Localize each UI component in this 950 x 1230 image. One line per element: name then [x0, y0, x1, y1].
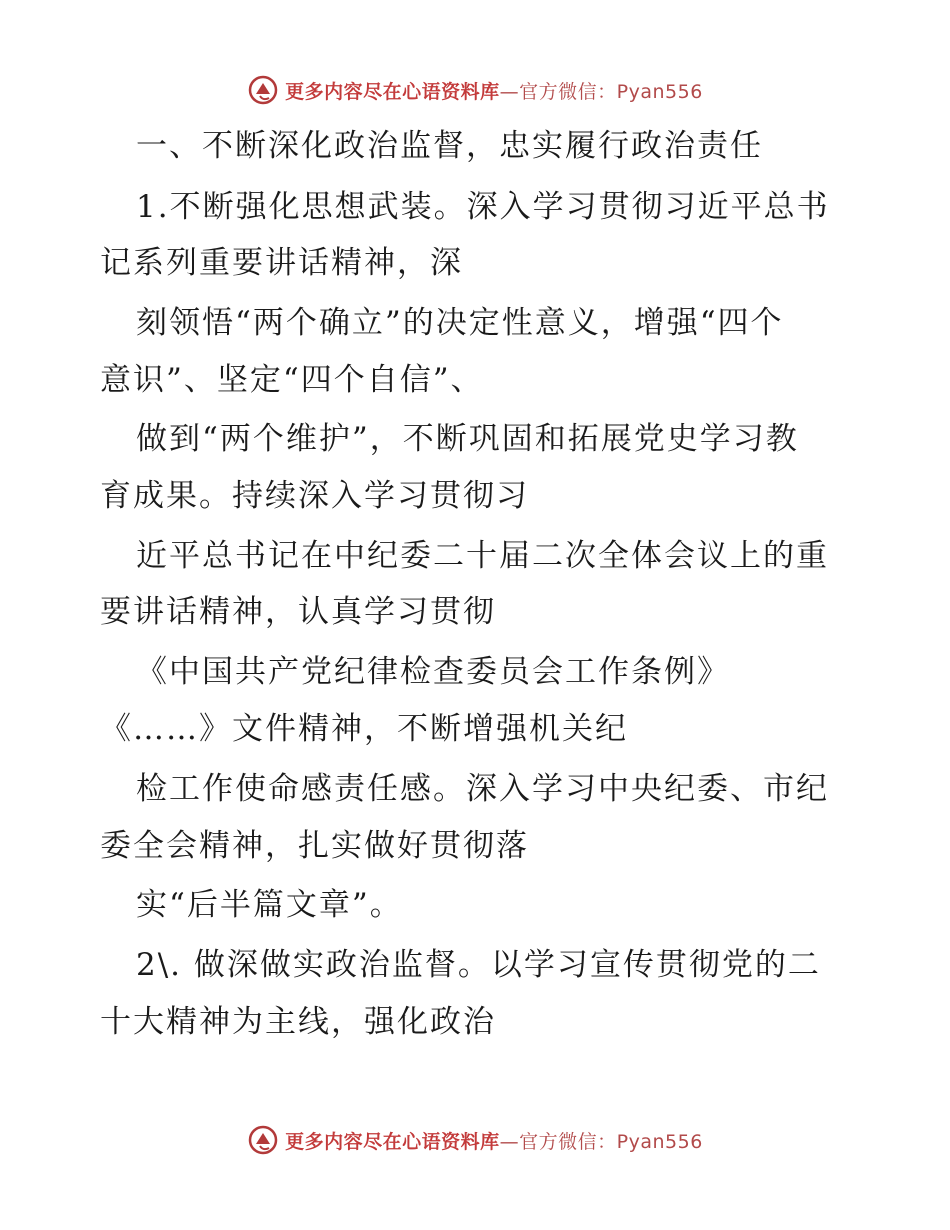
- footer-banner: [0, 1120, 950, 1160]
- footer-banner-rest: —官方微信：Pyan556: [499, 1130, 703, 1153]
- footer-banner-accent: 更多内容尽在心语资料库: [285, 1130, 500, 1153]
- paragraph-line: 2\. 做深做实政治监督。以学习宣传贯彻党的二: [136, 947, 821, 983]
- header-banner-rest: —官方微信：Pyan556: [499, 80, 703, 103]
- paragraph-line: 刻领悟“两个确立”的决定性意义，增强“四个: [136, 305, 784, 341]
- footer-banner-text: [285, 1127, 703, 1154]
- paragraph-line: 做到“两个维护”，不断巩固和拓展党史学习教: [136, 421, 799, 457]
- header-banner-accent: 更多内容尽在心语资料库: [285, 80, 500, 103]
- paragraph-line: 委全会精神，扎实做好贯彻落: [100, 828, 529, 864]
- paragraph-line: 1.不断强化思想武装。深入学习贯彻习近平总书: [136, 189, 830, 225]
- paragraph-line: 意识”、坚定“四个自信”、: [100, 362, 484, 398]
- paragraph-line: 要讲话精神，认真学习贯彻: [100, 594, 496, 630]
- paragraph-line: 《中国共产党纪律检查委员会工作条例》: [136, 654, 730, 690]
- paragraph-line: 近平总书记在中纪委二十届二次全体会议上的重: [136, 538, 829, 574]
- paragraph-line: 《……》文件精神，不断增强机关纪: [100, 711, 628, 747]
- paragraph-line: 记系列重要讲话精神，深: [100, 245, 463, 281]
- paragraph-line: 检工作使命感责任感。深入学习中央纪委、市纪: [136, 771, 829, 807]
- paragraph-line: 实“后半篇文章”。: [136, 887, 403, 923]
- paragraph-line: 育成果。持续深入学习贯彻习: [100, 478, 529, 514]
- paragraph-line: 十大精神为主线，强化政治: [100, 1004, 496, 1040]
- brand-logo-icon: [247, 1124, 279, 1156]
- section-heading: 一、不断深化政治监督，忠实履行政治责任: [136, 128, 763, 164]
